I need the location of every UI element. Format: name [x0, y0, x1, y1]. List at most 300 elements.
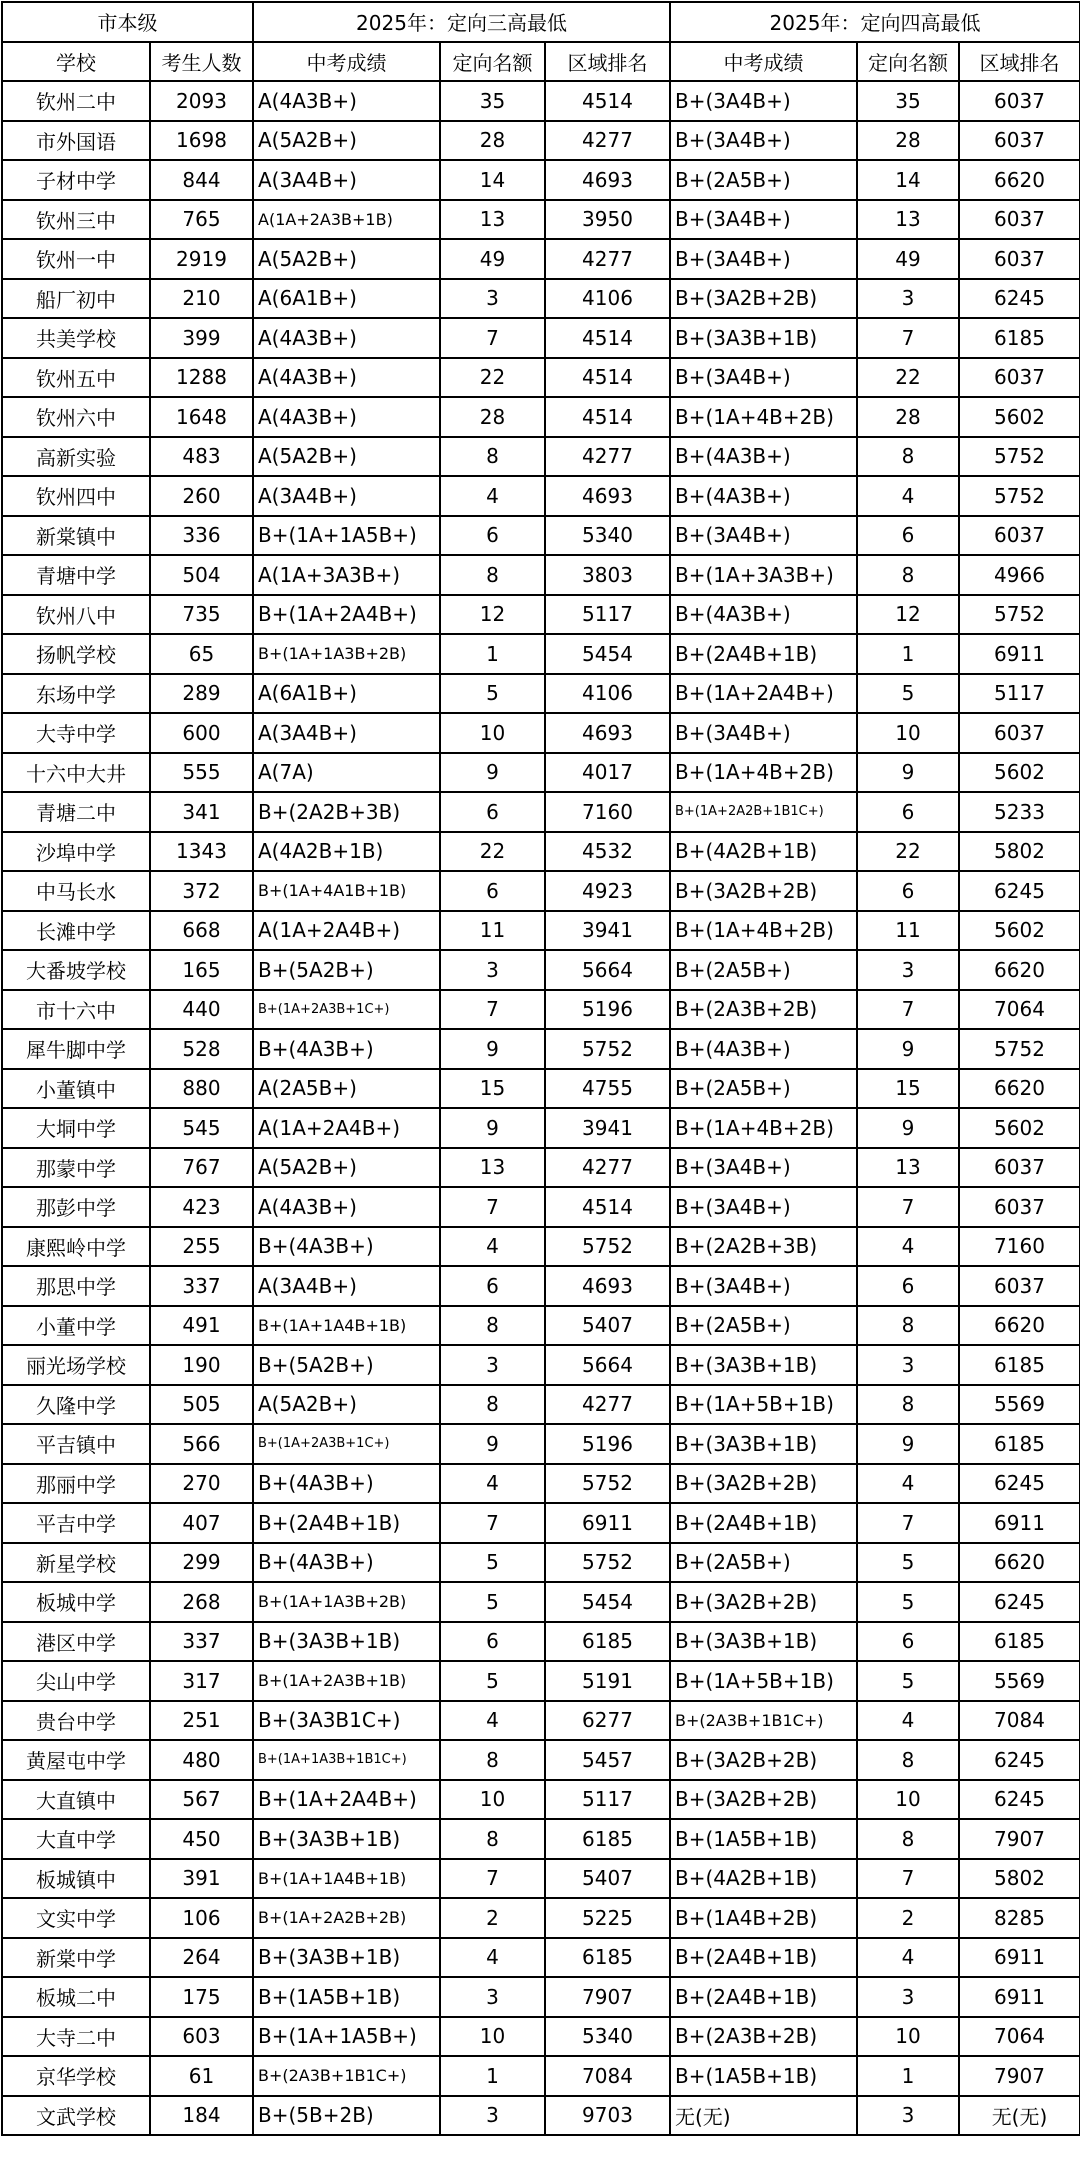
score-a-cell: A(5A2B+)	[253, 1148, 440, 1188]
quota-b-cell: 4	[857, 1464, 959, 1504]
table-row	[2, 397, 1080, 437]
quota-a-cell: 8	[440, 1306, 545, 1346]
rank-a-cell: 4277	[545, 121, 670, 161]
score-a-cell: A(5A2B+)	[253, 1385, 440, 1425]
score-b-cell: B+(2A2B+3B)	[670, 1227, 857, 1267]
table-row	[2, 1266, 1080, 1306]
score-b-cell: B+(3A2B+2B)	[670, 871, 857, 911]
quota-b-cell: 7	[857, 1859, 959, 1899]
table-row	[2, 2096, 1080, 2136]
quota-b-cell: 8	[857, 555, 959, 595]
rank-a-cell: 4106	[545, 674, 670, 714]
col-header-score-b: 中考成绩	[670, 42, 857, 82]
score-b-cell: B+(3A2B+2B)	[670, 1780, 857, 1820]
score-b-cell: B+(1A5B+1B)	[670, 1819, 857, 1859]
table-row	[2, 753, 1080, 793]
table-row	[2, 1701, 1080, 1741]
quota-b-cell: 7	[857, 990, 959, 1030]
score-a-cell: B+(3A3B1C+)	[253, 1701, 440, 1741]
rank-a-cell: 4277	[545, 1148, 670, 1188]
rank-a-cell: 5225	[545, 1898, 670, 1938]
quota-b-cell: 10	[857, 1780, 959, 1820]
table-row	[2, 792, 1080, 832]
score-a-cell: B+(1A+2A4B+)	[253, 595, 440, 635]
score-a-cell: A(1A+2A4B+)	[253, 911, 440, 951]
table-row	[2, 1780, 1080, 1820]
school-cell: 小董镇中	[2, 1069, 150, 1109]
quota-b-cell: 11	[857, 911, 959, 951]
score-b-cell: B+(4A3B+)	[670, 595, 857, 635]
school-cell: 尖山中学	[2, 1661, 150, 1701]
table-row	[2, 674, 1080, 714]
table-row	[2, 516, 1080, 556]
quota-b-cell: 10	[857, 2017, 959, 2057]
score-a-cell: B+(4A3B+)	[253, 1029, 440, 1069]
score-b-cell: B+(2A5B+)	[670, 1543, 857, 1583]
quota-a-cell: 3	[440, 279, 545, 319]
rank-b-cell: 无(无)	[959, 2096, 1080, 2136]
group-header-row	[2, 2, 1080, 42]
quota-a-cell: 7	[440, 318, 545, 358]
rank-b-cell: 6620	[959, 1543, 1080, 1583]
school-cell: 大寺中学	[2, 713, 150, 753]
rank-b-cell: 5752	[959, 476, 1080, 516]
score-b-cell: B+(3A3B+1B)	[670, 1345, 857, 1385]
quota-b-cell: 3	[857, 2096, 959, 2136]
table-row	[2, 160, 1080, 200]
table-row	[2, 634, 1080, 674]
score-a-cell: B+(1A5B+1B)	[253, 1977, 440, 2017]
school-cell: 新星学校	[2, 1543, 150, 1583]
quota-b-cell: 9	[857, 1108, 959, 1148]
rank-a-cell: 4277	[545, 1385, 670, 1425]
table-row	[2, 1345, 1080, 1385]
table-row	[2, 1977, 1080, 2017]
score-b-cell: B+(3A4B+)	[670, 200, 857, 240]
score-b-cell: B+(1A+3A3B+)	[670, 555, 857, 595]
table-row	[2, 1740, 1080, 1780]
score-a-cell: B+(1A+2A3B+1C+)	[253, 1424, 440, 1464]
students-cell: 545	[150, 1108, 253, 1148]
quota-a-cell: 14	[440, 160, 545, 200]
score-a-cell: A(4A3B+)	[253, 397, 440, 437]
rank-b-cell: 5602	[959, 397, 1080, 437]
quota-b-cell: 3	[857, 279, 959, 319]
school-cell: 中马长水	[2, 871, 150, 911]
score-a-cell: A(3A4B+)	[253, 713, 440, 753]
quota-b-cell: 3	[857, 950, 959, 990]
quota-b-cell: 2	[857, 1898, 959, 1938]
quota-a-cell: 35	[440, 81, 545, 121]
school-cell: 高新实验	[2, 437, 150, 477]
students-cell: 483	[150, 437, 253, 477]
quota-a-cell: 4	[440, 1938, 545, 1978]
school-cell: 沙埠中学	[2, 832, 150, 872]
quota-b-cell: 6	[857, 1266, 959, 1306]
school-cell: 文武学校	[2, 2096, 150, 2136]
quota-a-cell: 3	[440, 950, 545, 990]
group-a-header: 2025年：定向三高最低	[253, 2, 670, 42]
score-a-cell: A(4A3B+)	[253, 81, 440, 121]
school-cell: 新棠镇中	[2, 516, 150, 556]
rank-b-cell: 6620	[959, 1069, 1080, 1109]
rank-a-cell: 3803	[545, 555, 670, 595]
students-cell: 175	[150, 1977, 253, 2017]
rank-a-cell: 5664	[545, 950, 670, 990]
rank-b-cell: 6037	[959, 358, 1080, 398]
rank-a-cell: 6911	[545, 1503, 670, 1543]
quota-a-cell: 7	[440, 990, 545, 1030]
students-cell: 106	[150, 1898, 253, 1938]
rank-b-cell: 6911	[959, 1977, 1080, 2017]
score-b-cell: B+(3A4B+)	[670, 1148, 857, 1188]
rank-a-cell: 5117	[545, 1780, 670, 1820]
table-row	[2, 2017, 1080, 2057]
quota-a-cell: 2	[440, 1898, 545, 1938]
table-row	[2, 1029, 1080, 1069]
quota-a-cell: 11	[440, 911, 545, 951]
rank-a-cell: 3941	[545, 1108, 670, 1148]
score-b-cell: B+(2A5B+)	[670, 160, 857, 200]
rank-b-cell: 6037	[959, 516, 1080, 556]
school-cell: 那思中学	[2, 1266, 150, 1306]
school-cell: 大直中学	[2, 1819, 150, 1859]
school-cell: 青塘二中	[2, 792, 150, 832]
school-cell: 钦州八中	[2, 595, 150, 635]
quota-b-cell: 7	[857, 1187, 959, 1227]
school-cell: 子材中学	[2, 160, 150, 200]
quota-a-cell: 5	[440, 1543, 545, 1583]
table-row	[2, 1938, 1080, 1978]
table-row	[2, 318, 1080, 358]
quota-b-cell: 9	[857, 1424, 959, 1464]
col-header-quota-a: 定向名额	[440, 42, 545, 82]
quota-a-cell: 1	[440, 634, 545, 674]
students-cell: 190	[150, 1345, 253, 1385]
rank-b-cell: 5117	[959, 674, 1080, 714]
quota-a-cell: 4	[440, 1227, 545, 1267]
quota-b-cell: 3	[857, 1977, 959, 2017]
rank-a-cell: 7907	[545, 1977, 670, 2017]
score-b-cell: B+(1A+4B+2B)	[670, 911, 857, 951]
rank-a-cell: 4514	[545, 1187, 670, 1227]
score-a-cell: A(4A3B+)	[253, 318, 440, 358]
school-cell: 那蒙中学	[2, 1148, 150, 1188]
score-a-cell: A(1A+3A3B+)	[253, 555, 440, 595]
students-cell: 423	[150, 1187, 253, 1227]
quota-a-cell: 8	[440, 555, 545, 595]
school-cell: 钦州四中	[2, 476, 150, 516]
rank-b-cell: 6245	[959, 1740, 1080, 1780]
school-cell: 小董中学	[2, 1306, 150, 1346]
quota-b-cell: 3	[857, 1345, 959, 1385]
quota-b-cell: 9	[857, 1029, 959, 1069]
score-a-cell: B+(2A2B+3B)	[253, 792, 440, 832]
school-cell: 港区中学	[2, 1622, 150, 1662]
quota-b-cell: 6	[857, 516, 959, 556]
rank-a-cell: 6185	[545, 1938, 670, 1978]
quota-a-cell: 8	[440, 1740, 545, 1780]
students-cell: 264	[150, 1938, 253, 1978]
rank-a-cell: 5454	[545, 634, 670, 674]
students-cell: 566	[150, 1424, 253, 1464]
table-body	[2, 81, 1080, 2135]
table-row	[2, 1898, 1080, 1938]
quota-a-cell: 8	[440, 1819, 545, 1859]
quota-b-cell: 13	[857, 200, 959, 240]
students-cell: 767	[150, 1148, 253, 1188]
quota-a-cell: 13	[440, 200, 545, 240]
school-cell: 市十六中	[2, 990, 150, 1030]
school-cell: 钦州六中	[2, 397, 150, 437]
students-cell: 337	[150, 1622, 253, 1662]
score-b-cell: B+(3A4B+)	[670, 358, 857, 398]
score-b-cell: B+(4A3B+)	[670, 1029, 857, 1069]
rank-a-cell: 5752	[545, 1227, 670, 1267]
rank-a-cell: 4532	[545, 832, 670, 872]
rank-a-cell: 4514	[545, 358, 670, 398]
rank-a-cell: 5457	[545, 1740, 670, 1780]
students-cell: 336	[150, 516, 253, 556]
score-a-cell: B+(3A3B+1B)	[253, 1622, 440, 1662]
school-cell: 共美学校	[2, 318, 150, 358]
rank-a-cell: 5340	[545, 2017, 670, 2057]
rank-b-cell: 6185	[959, 1345, 1080, 1385]
rank-a-cell: 5752	[545, 1464, 670, 1504]
rank-a-cell: 9703	[545, 2096, 670, 2136]
quota-b-cell: 28	[857, 397, 959, 437]
rank-b-cell: 7907	[959, 1819, 1080, 1859]
school-cell: 那彭中学	[2, 1187, 150, 1227]
quota-b-cell: 9	[857, 753, 959, 793]
table-row	[2, 1661, 1080, 1701]
rank-b-cell: 7160	[959, 1227, 1080, 1267]
quota-a-cell: 5	[440, 1661, 545, 1701]
quota-b-cell: 22	[857, 832, 959, 872]
quota-a-cell: 10	[440, 713, 545, 753]
table-row	[2, 1227, 1080, 1267]
students-cell: 567	[150, 1780, 253, 1820]
rank-a-cell: 6277	[545, 1701, 670, 1741]
students-cell: 765	[150, 200, 253, 240]
school-cell: 贵台中学	[2, 1701, 150, 1741]
students-cell: 440	[150, 990, 253, 1030]
quota-a-cell: 28	[440, 397, 545, 437]
school-cell: 大垌中学	[2, 1108, 150, 1148]
quota-b-cell: 8	[857, 1306, 959, 1346]
score-b-cell: B+(3A4B+)	[670, 121, 857, 161]
school-cell: 大番坡学校	[2, 950, 150, 990]
quota-a-cell: 3	[440, 1977, 545, 2017]
students-cell: 2919	[150, 239, 253, 279]
rank-b-cell: 5802	[959, 832, 1080, 872]
score-a-cell: B+(4A3B+)	[253, 1464, 440, 1504]
students-cell: 491	[150, 1306, 253, 1346]
rank-b-cell: 6037	[959, 81, 1080, 121]
score-a-cell: B+(1A+2A3B+1C+)	[253, 990, 440, 1030]
quota-b-cell: 1	[857, 634, 959, 674]
students-cell: 270	[150, 1464, 253, 1504]
score-a-cell: A(6A1B+)	[253, 674, 440, 714]
rank-a-cell: 5752	[545, 1543, 670, 1583]
school-cell: 长滩中学	[2, 911, 150, 951]
score-a-cell: B+(4A3B+)	[253, 1543, 440, 1583]
score-a-cell: B+(1A+1A3B+1B1C+)	[253, 1740, 440, 1780]
rank-b-cell: 7064	[959, 990, 1080, 1030]
table-row	[2, 200, 1080, 240]
quota-a-cell: 1	[440, 2056, 545, 2096]
students-cell: 668	[150, 911, 253, 951]
quota-a-cell: 10	[440, 1780, 545, 1820]
score-a-cell: B+(1A+1A3B+2B)	[253, 634, 440, 674]
score-a-cell: B+(1A+1A4B+1B)	[253, 1306, 440, 1346]
table-row	[2, 1503, 1080, 1543]
score-a-cell: B+(1A+2A2B+2B)	[253, 1898, 440, 1938]
rank-b-cell: 6245	[959, 871, 1080, 911]
rank-a-cell: 4514	[545, 81, 670, 121]
score-a-cell: B+(3A3B+1B)	[253, 1938, 440, 1978]
score-a-cell: B+(1A+1A5B+)	[253, 2017, 440, 2057]
students-cell: 450	[150, 1819, 253, 1859]
rank-b-cell: 7084	[959, 1701, 1080, 1741]
quota-a-cell: 9	[440, 1424, 545, 1464]
table-row	[2, 1187, 1080, 1227]
rank-b-cell: 5602	[959, 1108, 1080, 1148]
school-cell: 康熙岭中学	[2, 1227, 150, 1267]
quota-b-cell: 4	[857, 1938, 959, 1978]
table-row	[2, 555, 1080, 595]
quota-a-cell: 22	[440, 358, 545, 398]
table-row	[2, 1859, 1080, 1899]
students-cell: 504	[150, 555, 253, 595]
rank-a-cell: 4277	[545, 437, 670, 477]
score-b-cell: B+(1A+2A2B+1B1C+)	[670, 792, 857, 832]
score-b-cell: B+(2A5B+)	[670, 950, 857, 990]
school-cell: 钦州一中	[2, 239, 150, 279]
city-level-header: 市本级	[2, 2, 253, 42]
rank-a-cell: 5752	[545, 1029, 670, 1069]
quota-a-cell: 3	[440, 2096, 545, 2136]
school-cell: 板城二中	[2, 1977, 150, 2017]
score-b-cell: B+(2A4B+1B)	[670, 634, 857, 674]
quota-b-cell: 7	[857, 318, 959, 358]
score-b-cell: B+(1A+4B+2B)	[670, 753, 857, 793]
rank-a-cell: 4514	[545, 318, 670, 358]
rank-b-cell: 6620	[959, 1306, 1080, 1346]
students-cell: 603	[150, 2017, 253, 2057]
rank-b-cell: 5752	[959, 1029, 1080, 1069]
rank-b-cell: 5602	[959, 911, 1080, 951]
rank-b-cell: 5802	[959, 1859, 1080, 1899]
school-cell: 黄屋屯中学	[2, 1740, 150, 1780]
col-header-students: 考生人数	[150, 42, 253, 82]
score-b-cell: 无(无)	[670, 2096, 857, 2136]
students-cell: 480	[150, 1740, 253, 1780]
score-b-cell: B+(3A4B+)	[670, 239, 857, 279]
score-a-cell: A(6A1B+)	[253, 279, 440, 319]
quota-a-cell: 7	[440, 1187, 545, 1227]
students-cell: 844	[150, 160, 253, 200]
school-cell: 京华学校	[2, 2056, 150, 2096]
score-b-cell: B+(2A5B+)	[670, 1306, 857, 1346]
score-a-cell: B+(2A3B+1B1C+)	[253, 2056, 440, 2096]
table-row	[2, 437, 1080, 477]
score-a-cell: B+(3A3B+1B)	[253, 1819, 440, 1859]
score-b-cell: B+(4A3B+)	[670, 476, 857, 516]
score-b-cell: B+(2A4B+1B)	[670, 1938, 857, 1978]
quota-b-cell: 6	[857, 1622, 959, 1662]
rank-a-cell: 5191	[545, 1661, 670, 1701]
quota-b-cell: 4	[857, 1227, 959, 1267]
rank-a-cell: 4755	[545, 1069, 670, 1109]
students-cell: 407	[150, 1503, 253, 1543]
quota-a-cell: 6	[440, 1266, 545, 1306]
students-cell: 317	[150, 1661, 253, 1701]
score-b-cell: B+(3A4B+)	[670, 1266, 857, 1306]
quota-a-cell: 7	[440, 1859, 545, 1899]
students-cell: 528	[150, 1029, 253, 1069]
score-a-cell: B+(1A+1A4B+1B)	[253, 1859, 440, 1899]
quota-b-cell: 8	[857, 1740, 959, 1780]
students-cell: 210	[150, 279, 253, 319]
rank-b-cell: 6037	[959, 713, 1080, 753]
rank-a-cell: 4923	[545, 871, 670, 911]
school-cell: 丽光场学校	[2, 1345, 150, 1385]
quota-a-cell: 12	[440, 595, 545, 635]
score-a-cell: A(5A2B+)	[253, 437, 440, 477]
score-a-cell: A(4A3B+)	[253, 358, 440, 398]
school-cell: 市外国语	[2, 121, 150, 161]
rank-a-cell: 4693	[545, 160, 670, 200]
students-cell: 880	[150, 1069, 253, 1109]
quota-a-cell: 3	[440, 1345, 545, 1385]
quota-a-cell: 6	[440, 871, 545, 911]
rank-b-cell: 6037	[959, 239, 1080, 279]
school-cell: 东场中学	[2, 674, 150, 714]
rank-a-cell: 5407	[545, 1306, 670, 1346]
students-cell: 260	[150, 476, 253, 516]
table-row	[2, 911, 1080, 951]
rank-b-cell: 7907	[959, 2056, 1080, 2096]
students-cell: 399	[150, 318, 253, 358]
table-row	[2, 1622, 1080, 1662]
school-cell: 久隆中学	[2, 1385, 150, 1425]
score-a-cell: A(4A3B+)	[253, 1187, 440, 1227]
quota-b-cell: 5	[857, 1582, 959, 1622]
quota-b-cell: 22	[857, 358, 959, 398]
rank-b-cell: 5602	[959, 753, 1080, 793]
students-cell: 165	[150, 950, 253, 990]
score-b-cell: B+(3A2B+2B)	[670, 1740, 857, 1780]
score-b-cell: B+(3A3B+1B)	[670, 1424, 857, 1464]
rank-a-cell: 5117	[545, 595, 670, 635]
rank-b-cell: 5752	[959, 437, 1080, 477]
score-b-cell: B+(1A+4B+2B)	[670, 397, 857, 437]
score-b-cell: B+(3A2B+2B)	[670, 279, 857, 319]
quota-b-cell: 5	[857, 674, 959, 714]
rank-b-cell: 7064	[959, 2017, 1080, 2057]
quota-b-cell: 35	[857, 81, 959, 121]
students-cell: 268	[150, 1582, 253, 1622]
col-header-score-a: 中考成绩	[253, 42, 440, 82]
quota-a-cell: 6	[440, 792, 545, 832]
score-a-cell: B+(1A+4A1B+1B)	[253, 871, 440, 911]
quota-a-cell: 5	[440, 1582, 545, 1622]
score-b-cell: B+(3A3B+1B)	[670, 318, 857, 358]
rank-b-cell: 6245	[959, 1464, 1080, 1504]
quota-a-cell: 6	[440, 516, 545, 556]
quota-a-cell: 13	[440, 1148, 545, 1188]
